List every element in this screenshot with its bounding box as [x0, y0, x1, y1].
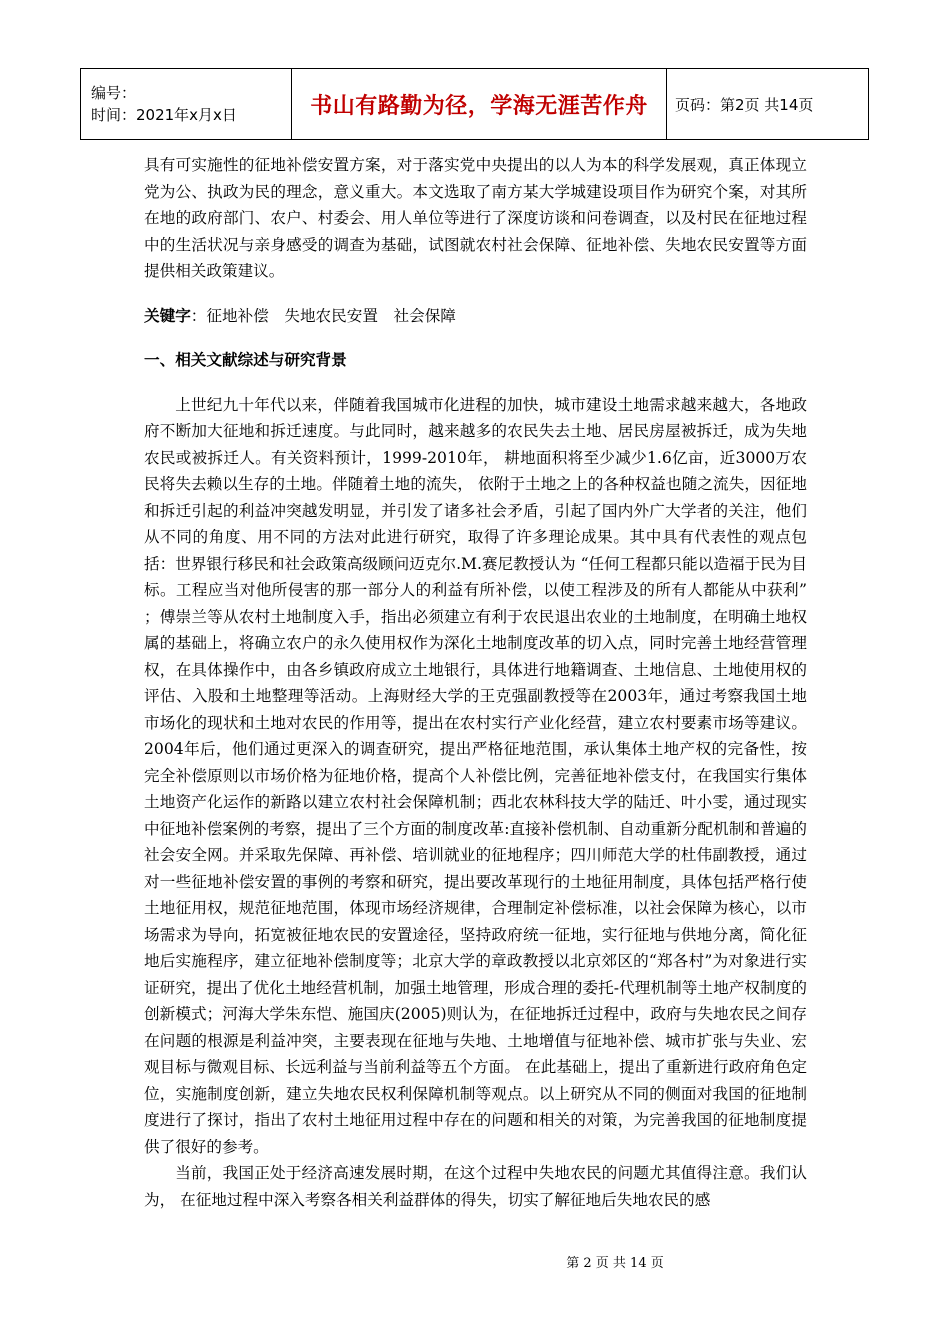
keywords-label: 关键字 — [144, 306, 191, 325]
header-motto-cell — [292, 69, 667, 140]
body-paragraph-2: 当前，我国正处于经济高速发展时期，在这个过程中失地农民的问题尤其值得注意。我们认为， 在征地过程中深入考察各相关利益群体的得失，切实了解征地后失地农民的感 — [144, 1164, 807, 1209]
document-header — [80, 68, 869, 140]
body-paragraph-1: 上世纪九十年代以来，伴随着我国城市化进程的加快，城市建设土地需求越来越大，各地政府不断加大征地和拆迁速度。与此同时，越来越多的农民失去土地、居民房屋被拆迁，成为失地农民或被拆迁人。有关资料预计，1999-2010年， 耕地面积将至少减少1.6亿亩，近3000万农民将失去赖以生存的土地。伴随着土地的流失， 依附于土地之上的各种权益也随之流失，因征地和拆迁引起的利益冲突越发明显，并引发了诸多社会矛盾，引起了国内外广大学者的关注，他们从不同的角度、用不同的方法对此进行研究，取得了许多理论成果。其中具有代表性的观点包括：世界银行移民和社会政策高级顾问迈克尔.M.赛尼教授认为 “任何工程都只能以造福于民为目标。工程应当对他所侵害的那一部分人的利益有所补偿，以使工程涉及的所有人都能从中获利” ；傅崇兰等从农村土地制度入手，指出必须建立有利于农民退出农业的土地制度，在明确土地权属的基础上，将确立农户的永久使用权作为深化土地制度改革的切入点，同时完善土地经营管理权，在具体操作中，由各乡镇政府成立土地银行，具体进行地籍调查、土地信息、土地使用权的评估、入股和土地整理等活动。上海财经大学的王克强副教授等在2003年，通过考察我国土地市场化的现状和土地对农民的作用等，提出在农村实行产业化经营，建立农村要素市场等建议。2004年后，他们通过更深入的调查研究，提出严格征地范围，承认集体土地产权的完备性，按完全补偿原则以市场价格为征地价格，提高个人补偿比例，完善征地补偿支付，在我国实行集体土地资产化运作的新路以建立农村社会保障机制；西北农林科技大学的陆迁、叶小雯，通过现实中征地补偿案例的考察，提出了三个方面的制度改革:直接补偿机制、自动重新分配机制和普遍的社会安全网。并采取先保障、再补偿、培训就业的征地程序；四川师范大学的杜伟副教授，通过对一些征地补偿安置的事例的考察和研究，提出要改革现行的土地征用制度，具体包括严格行使土地征用权，规范征地范围，体现市场经济规律，合理制定补偿标准，以社会保障为核心，以市场需求为导向，拓宽被征地农民的安置途径，坚持政府统一征地，实行征地与供地分离，简化征地后实施程序，建立征地补偿制度等；北京大学的章政教授以北京郊区的“郑各村”为对象进行实证研究，提出了优化土地经营机制，加强土地管理，形成合理的委托-代理机制等土地产权制度的创新模式；河海大学朱东恺、施国庆(2005)则认为，在征地拆迁过程中，政府与失地农民之间存在问题的根源是利益冲突，主要表现在征地与失地、土地增值与征地补偿、城市扩张与失业、宏观目标与微观目标、长远利益与当前利益等五个方面。 在此基础上，提出了重新进行政府角色定位，实施制度创新，建立失地农民权利保障机制等观点。以上研究从不同的侧面对我国的征地制度进行了探讨，指出了农村土地征用过程中存在的问题和相关的对策，为完善我国的征地制度提供了很好的参考。 — [144, 395, 807, 1156]
header-page-cell — [667, 69, 869, 140]
header-page-info: 页码：第2页 共14页 — [675, 95, 814, 114]
section-title: 一、相关文献综述与研究背景 — [144, 351, 347, 369]
document-number-label: 编号： — [91, 84, 137, 102]
header-motto: 书山有路勤为径，学海无涯苦作舟 — [310, 93, 648, 119]
intro-paragraph: 具有可实施性的征地补偿安置方案，对于落实党中央提出的以人为本的科学发展观，真正体现立党为公、执政为民的理念，意义重大。本文选取了南方某大学城建设项目作为研究个案，对其所在地的政府部门、农户、村委会、用人单位等进行了深度访谈和问卷调查，以及村民在征地过程中的生活状况与亲身感受的调查为基础，试图就农村社会保障、征地补偿、失地农民安置等方面提供相关政策建议。 — [144, 156, 807, 280]
keywords-value: ：征地补偿 失地农民安置 社会保障 — [190, 306, 456, 325]
header-meta-cell — [81, 69, 292, 140]
keywords-line — [144, 303, 807, 330]
document-time-label: 时间：2021年x月x日 — [91, 106, 237, 124]
document-body — [144, 152, 807, 1213]
page-footer: 第 2 页 共 14 页 — [566, 1256, 664, 1271]
